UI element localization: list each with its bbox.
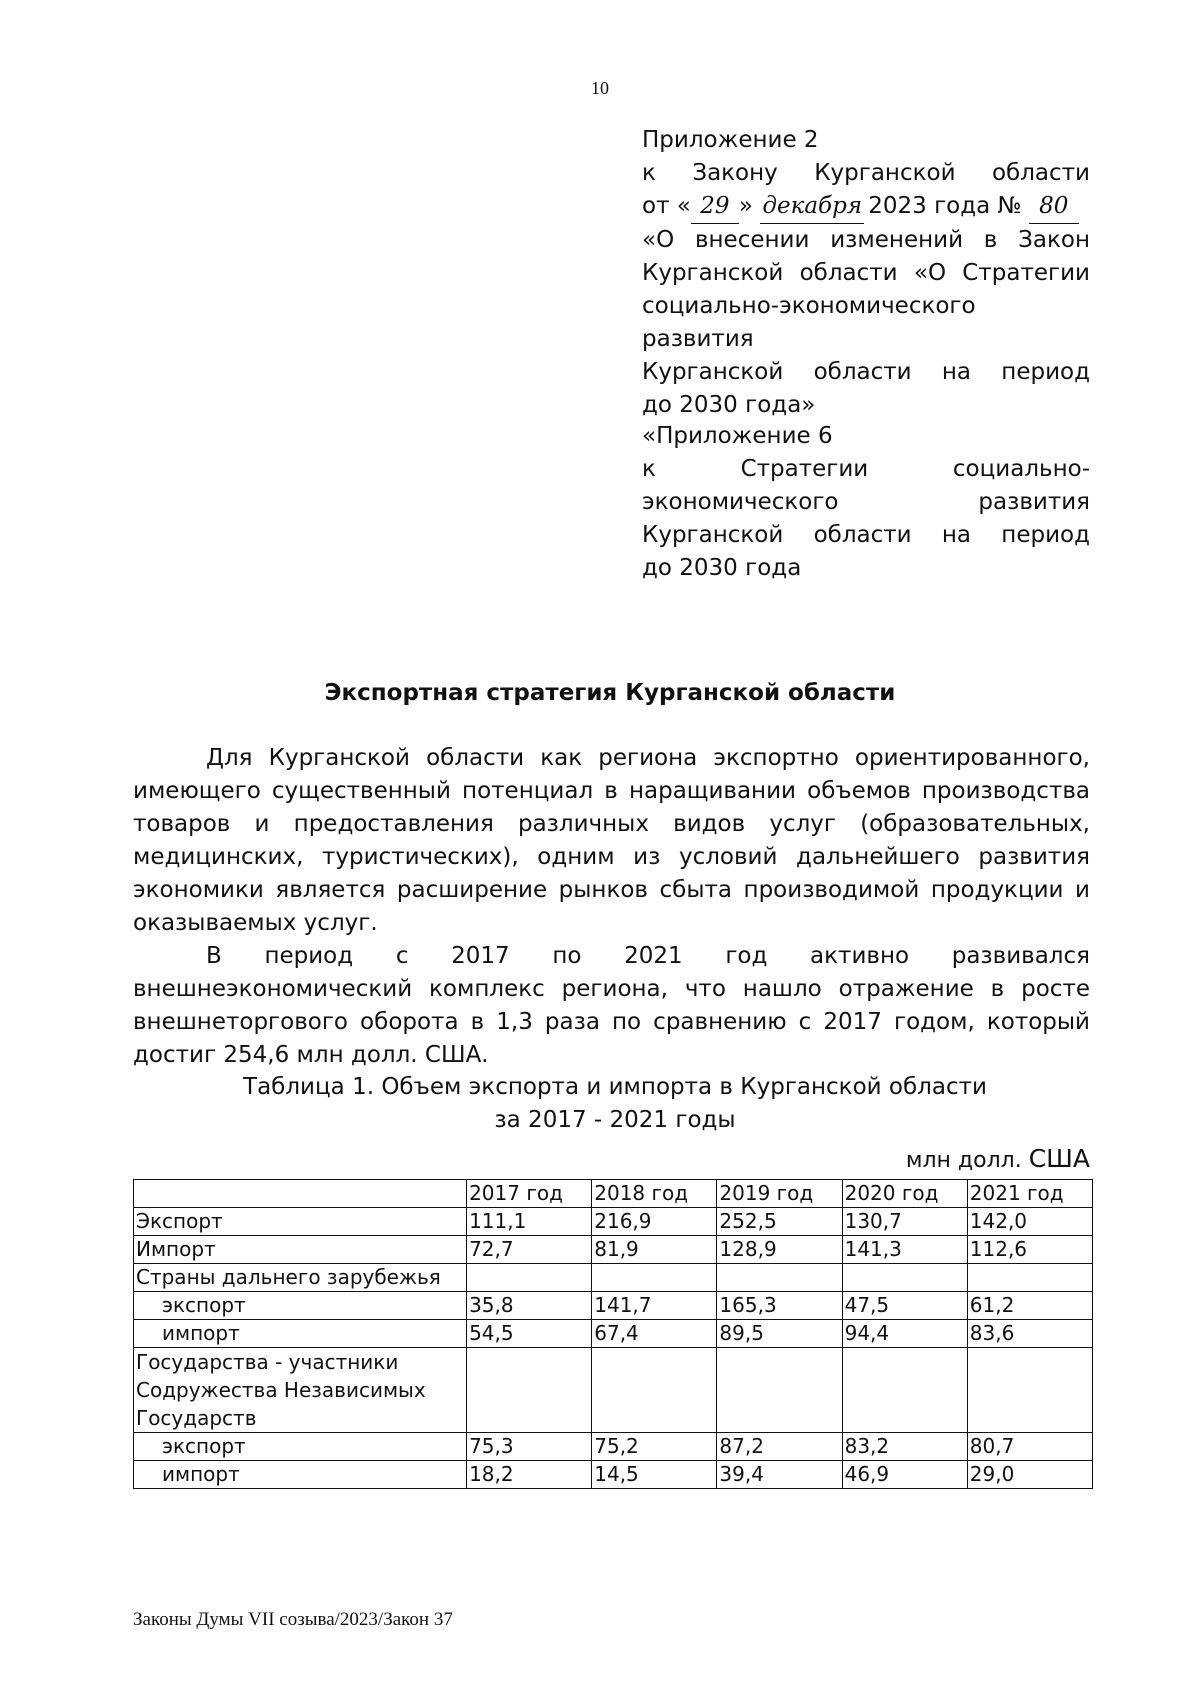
table-cell [842, 1264, 967, 1292]
header-cell-2021: 2021 год [967, 1180, 1092, 1208]
table-cell: 83,6 [967, 1320, 1092, 1348]
annex-line-7: Курганской области на период [642, 359, 1090, 385]
row-label-line: Содружества Независимых [136, 1378, 426, 1402]
header-cell-2019: 2019 год [717, 1180, 842, 1208]
table-cell: 75,2 [592, 1433, 717, 1461]
table-cell: 87,2 [717, 1433, 842, 1461]
handwritten-month: декабря [760, 190, 864, 224]
header-cell-2018: 2018 год [592, 1180, 717, 1208]
table-cell: 81,9 [592, 1236, 717, 1264]
annex-inner-line-3: экономического развития [642, 489, 1090, 515]
table-cell: 29,0 [967, 1461, 1092, 1489]
annex-line-1: Приложение 2 [642, 127, 819, 153]
table-cell: 80,7 [967, 1433, 1092, 1461]
table-row [134, 1264, 1093, 1292]
table-cell: 35,8 [467, 1292, 592, 1320]
annex-date-line [642, 190, 1090, 224]
table-cell: 83,2 [842, 1433, 967, 1461]
table-cell [467, 1264, 592, 1292]
row-label: Страны дальнего зарубежья [134, 1264, 467, 1292]
table-cell: 18,2 [467, 1461, 592, 1489]
body-text [133, 742, 1090, 1072]
table-cell: 130,7 [842, 1208, 967, 1236]
table-cell: 141,7 [592, 1292, 717, 1320]
table-row [134, 1292, 1093, 1320]
row-label: Импорт [134, 1236, 467, 1264]
annex-inner-line-1: «Приложение 6 [642, 423, 833, 449]
table-cell [842, 1348, 967, 1433]
table-cell: 112,6 [967, 1236, 1092, 1264]
table-cell: 54,5 [467, 1320, 592, 1348]
table-cell [467, 1348, 592, 1433]
table-cell [967, 1264, 1092, 1292]
handwritten-law-number: 80 [1029, 190, 1079, 224]
table-cell: 165,3 [717, 1292, 842, 1320]
table-cell: 72,7 [467, 1236, 592, 1264]
units-prefix: млн долл. [905, 1148, 1029, 1173]
table-cell: 94,4 [842, 1320, 967, 1348]
annex-line-5: Курганской области «О Стратегии [642, 260, 1090, 286]
table-body [134, 1180, 1093, 1489]
annex-line-4: «О внесении изменений в Закон [642, 227, 1090, 253]
table-cell: 128,9 [717, 1236, 842, 1264]
date-mid: » [738, 193, 753, 219]
table-cell: 39,4 [717, 1461, 842, 1489]
table-header-row [134, 1180, 1093, 1208]
row-label: экспорт [134, 1433, 467, 1461]
annex-inner-line-5: до 2030 года [642, 555, 802, 581]
table-cell [717, 1264, 842, 1292]
annex-inner-line-2: к Стратегии социально- [642, 456, 1090, 482]
table-cell: 89,5 [717, 1320, 842, 1348]
table-cell: 61,2 [967, 1292, 1092, 1320]
table-cell: 111,1 [467, 1208, 592, 1236]
row-label: импорт [134, 1461, 467, 1489]
table-cell [967, 1348, 1092, 1433]
table-cell: 46,9 [842, 1461, 967, 1489]
row-label-line: Государства - участники [136, 1350, 399, 1374]
table-cell: 47,5 [842, 1292, 967, 1320]
handwritten-day: 29 [691, 190, 739, 224]
table-caption-line-1: Таблица 1. Объем экспорта и импорта в Курганской области [243, 1074, 987, 1100]
table-cell [592, 1264, 717, 1292]
annex-inner [642, 420, 1090, 585]
table-row [134, 1433, 1093, 1461]
page-number: 10 [591, 78, 609, 98]
table-cell: 141,3 [842, 1236, 967, 1264]
header-cell-empty [134, 1180, 467, 1208]
table-cell: 14,5 [592, 1461, 717, 1489]
paragraph-2: В период с 2017 по 2021 год активно развивался внешнеэкономический комплекс региона, что нашло отражение в росте внешнеторгового оборота в 1,3 раза по сравнению с 2017 годом, который достиг 254,6 млн долл. США. [133, 943, 1090, 1068]
units-suffix: США [1028, 1144, 1090, 1173]
row-label: Экспорт [134, 1208, 467, 1236]
row-label: экспорт [134, 1292, 467, 1320]
date-suffix: 2023 года № [868, 193, 1022, 219]
document-title: Экспортная стратегия Курганской области [324, 680, 896, 706]
table-row [134, 1348, 1093, 1433]
row-label: импорт [134, 1320, 467, 1348]
table-row [134, 1461, 1093, 1489]
date-prefix: от « [642, 193, 691, 219]
table-cell [592, 1348, 717, 1433]
table-caption [0, 1071, 1200, 1137]
table-cell [717, 1348, 842, 1433]
table-caption-line-2: за 2017 - 2021 годы [494, 1107, 736, 1133]
table-cell: 142,0 [967, 1208, 1092, 1236]
table-row [134, 1320, 1093, 1348]
annex-header [642, 124, 1090, 422]
table-row [134, 1236, 1093, 1264]
annex-inner-line-4: Курганской области на период [642, 522, 1090, 548]
row-label-line: Государств [136, 1406, 257, 1430]
table-cell: 75,3 [467, 1433, 592, 1461]
row-label [134, 1348, 467, 1433]
annex-line-6: социально-экономического развития [642, 293, 976, 352]
annex-line-2: к Закону Курганской области [642, 160, 1090, 186]
export-import-table [133, 1179, 1093, 1489]
header-cell-2017: 2017 год [467, 1180, 592, 1208]
table-cell: 67,4 [592, 1320, 717, 1348]
table-cell: 252,5 [717, 1208, 842, 1236]
header-cell-2020: 2020 год [842, 1180, 967, 1208]
units-label [690, 1144, 1090, 1173]
footer-reference: Законы Думы VII созыва/2023/Закон 37 [133, 1609, 453, 1630]
table-cell: 216,9 [592, 1208, 717, 1236]
paragraph-1: Для Курганской области как региона экспортно ориентированного, имеющего существенный потенциал в наращивании объемов производства товаров и предоставления различных видов услуг (образовательных, медицинских, туристических), одним из условий дальнейшего развития экономики является расширение рынков сбыта производимой продукции и оказываемых услуг. [133, 745, 1090, 936]
annex-line-8: до 2030 года» [642, 392, 816, 418]
table-row [134, 1208, 1093, 1236]
